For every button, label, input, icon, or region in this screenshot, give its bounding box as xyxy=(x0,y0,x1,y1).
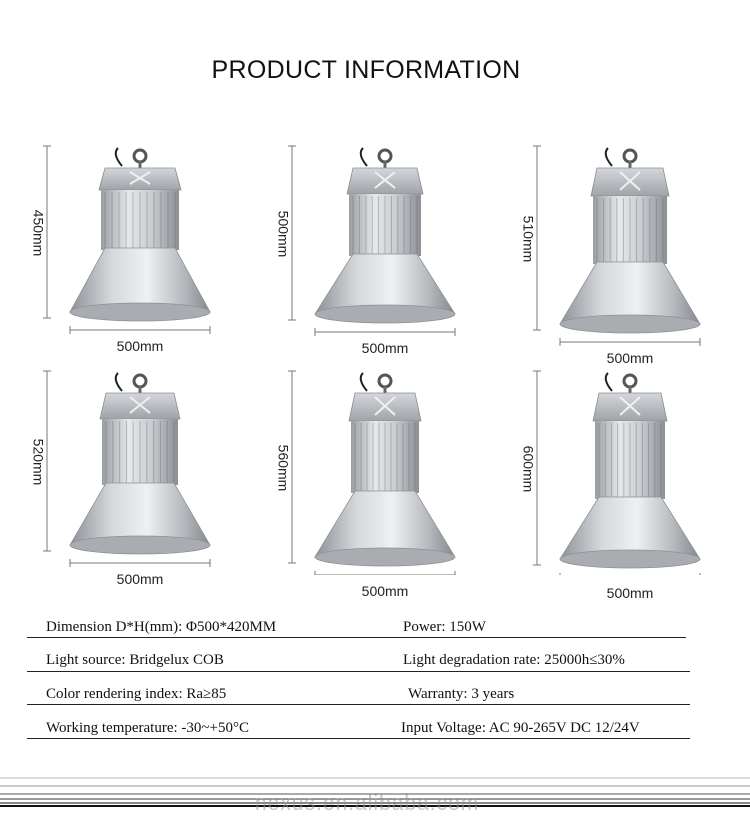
width-label: 500mm xyxy=(361,340,409,356)
spec-dimension: Dimension D*H(mm): Φ500*420MM xyxy=(46,619,277,635)
high-bay-light-image xyxy=(515,365,750,575)
width-label: 500mm xyxy=(116,571,164,587)
height-label: 560mm xyxy=(275,444,292,492)
product-cell xyxy=(270,140,510,356)
product-cell xyxy=(25,140,265,354)
height-label: 500mm xyxy=(275,210,292,258)
spec-divider xyxy=(27,738,690,739)
width-label: 500mm xyxy=(116,338,164,354)
product-cell xyxy=(270,365,510,599)
height-label: 520mm xyxy=(30,438,47,486)
height-label: 510mm xyxy=(520,215,537,263)
high-bay-light-image xyxy=(25,365,265,575)
watermark: nexus.en.alibaba.com xyxy=(255,792,480,815)
width-label: 500mm xyxy=(606,350,654,366)
product-cell xyxy=(515,365,750,601)
height-label: 600mm xyxy=(520,445,537,493)
product-cell xyxy=(25,365,265,587)
width-label: 500mm xyxy=(606,585,654,601)
spec-working-temperature: Working temperature: -30~+50°C xyxy=(46,720,249,736)
high-bay-light-image xyxy=(25,140,265,350)
width-label: 500mm xyxy=(361,583,409,599)
spec-power: Power: 150W xyxy=(403,619,486,635)
spec-divider xyxy=(27,704,690,705)
spec-input-voltage: Input Voltage: AC 90-265V DC 12/24V xyxy=(401,720,640,736)
spec-divider xyxy=(27,671,690,672)
high-bay-light-image xyxy=(515,140,750,350)
height-label: 450mm xyxy=(30,209,47,257)
spec-color-rendering: Color rendering index: Ra≥85 xyxy=(46,686,227,702)
spec-divider xyxy=(27,637,686,638)
spec-light-source: Light source: Bridgelux COB xyxy=(46,652,224,668)
product-cell xyxy=(515,140,750,366)
page-title: PRODUCT INFORMATION xyxy=(211,56,521,84)
spec-warranty: Warranty: 3 years xyxy=(408,686,515,702)
high-bay-light-image xyxy=(270,140,510,350)
spec-degradation: Light degradation rate: 25000h≤30% xyxy=(403,652,625,668)
high-bay-light-image xyxy=(270,365,510,575)
